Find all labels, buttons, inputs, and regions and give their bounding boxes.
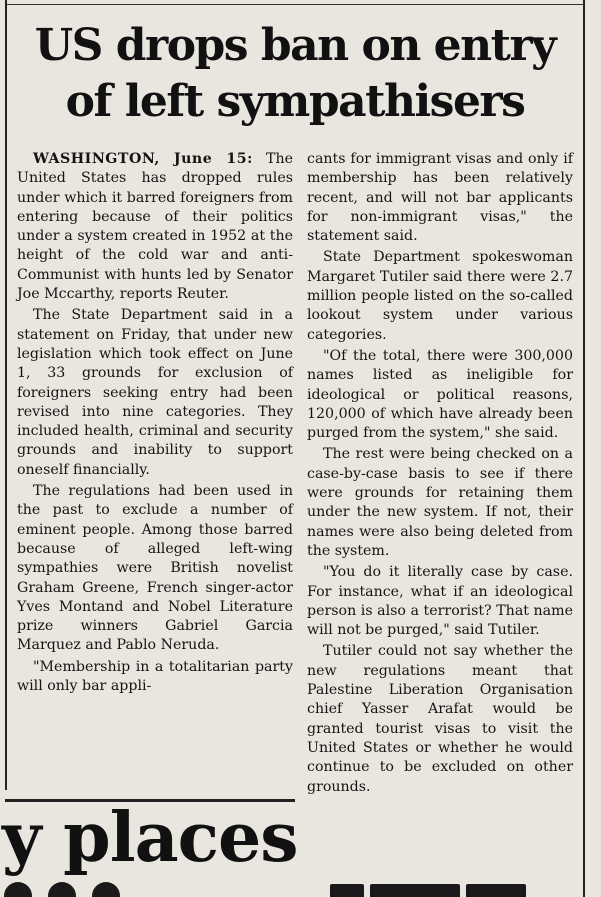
dateline: WASHINGTON, June 15: bbox=[33, 151, 253, 167]
article-paragraph bbox=[17, 150, 293, 304]
article-paragraph: cants for immigrant visas and only if membership has been relatively recent, and will not bar applicants for non-immigrant visas," the statement said. bbox=[307, 151, 573, 245]
article-paragraph: State Department spokeswoman Margaret Tutiler said there were 2.7 million people listed on the so-called lookout system under various categories. bbox=[307, 249, 573, 343]
article-paragraph: The regulations had been used in the past to exclude a number of eminent people. Among those barred because of alleged left-wing sympathies were British novelist Graham Greene, French singer-actor Yves Montand and Nobel Literature prize winners Gabriel Garcia Marquez and Pablo Neruda. bbox=[17, 483, 293, 654]
right-column-rule bbox=[583, 0, 585, 897]
article-paragraph: "Of the total, there were 300,000 names listed as ineligible for ideological or political reasons, 120,000 of which have already been purged from the system," she said. bbox=[307, 347, 573, 442]
article-column-right bbox=[307, 150, 573, 799]
left-column-rule bbox=[5, 0, 7, 790]
top-border bbox=[5, 4, 583, 5]
cropped-text-line bbox=[330, 884, 580, 897]
article-paragraph: The State Department said in a statement on Friday, that under new legislation which took effect on June 1, 33 grounds for exclusion of foreigners seeking entry had been revised into nine categories. They included health, criminal and security grounds and inability to support oneself financially. bbox=[17, 307, 293, 478]
article-paragraph: "You do it literally case by case. For instance, what if an ideological person is also a terrorist? That name will not be purged," said Tutiler. bbox=[307, 564, 573, 639]
paragraph-text: The United States has dropped rules under which it barred foreigners from entering because of their politics under a system created in 1952 at the height of the cold war and anti-Communist with hunts led by Senator Joe Mccarthy, reports Reuter. bbox=[17, 151, 293, 303]
article-paragraph: The rest were being checked on a case-by-case basis to see if there were grounds for retaining them under the new system. If not, their names were also being deleted from the system. bbox=[307, 446, 573, 559]
article-paragraph: "Membership in a totalitarian party will only bar appli- bbox=[17, 658, 293, 695]
article-column-left bbox=[17, 150, 293, 698]
article-paragraph: Tutiler could not say whether the new regulations meant that Palestine Liberation Organisation chief Yasser Arafat would be granted tourist visas to visit the United States or whether he would continue to be excluded on other grounds. bbox=[307, 643, 573, 795]
cropped-headline-line bbox=[4, 882, 144, 897]
next-article-headline: y places bbox=[2, 798, 298, 878]
article-headline: US drops ban on entry of left sympathisers bbox=[34, 20, 556, 127]
